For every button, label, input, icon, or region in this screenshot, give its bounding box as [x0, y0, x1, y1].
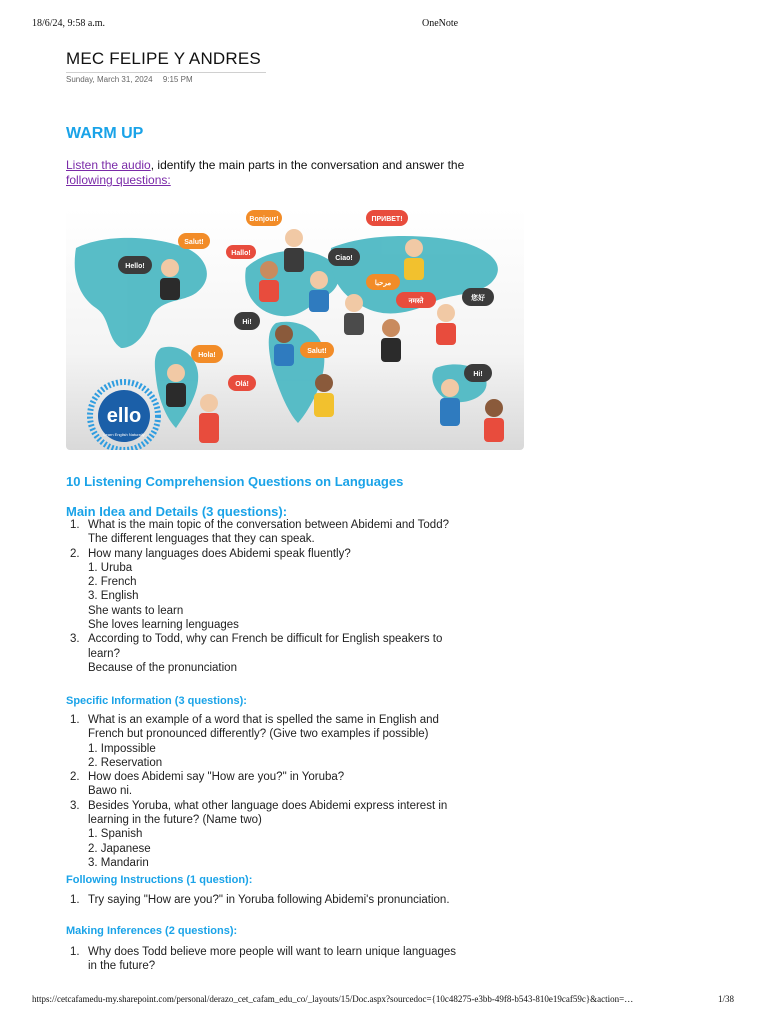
- following-instructions-list: [66, 893, 466, 907]
- making-inferences-heading: Making Inferences (2 questions):: [66, 925, 238, 937]
- warmup-instructions: [66, 158, 486, 188]
- list-item: 3. According to Todd, why can French be difficult for English speakers to learn? Because of the pronunciation: [70, 633, 443, 674]
- listen-audio-link[interactable]: Listen the audio: [66, 158, 151, 172]
- questions-title: 10 Listening Comprehension Questions on Languages: [66, 474, 404, 489]
- list-item: 1. Try saying "How are you?" in Yoruba following Abidemi's pronunciation.: [70, 894, 450, 906]
- specific-info-list: [66, 713, 466, 870]
- svg-text:Hallo!: Hallo!: [231, 250, 251, 257]
- print-datetime: 18/6/24, 9:58 a.m.: [32, 18, 106, 29]
- main-idea-list: [66, 518, 466, 675]
- svg-text:ello: ello: [106, 405, 142, 427]
- making-inferences-list: [66, 945, 466, 974]
- svg-text:Olá!: Olá!: [235, 381, 249, 388]
- svg-text:Hi!: Hi!: [242, 319, 252, 326]
- svg-text:Hola!: Hola!: [198, 352, 216, 359]
- main-idea-heading: Main Idea and Details (3 questions):: [66, 504, 288, 519]
- svg-text:Salut!: Salut!: [184, 239, 204, 246]
- list-item: 1. What is an example of a word that is spelled the same in English and French but pronounced differently? (Give two examples if possible) 1. Impossible 2. Reservation: [70, 714, 439, 769]
- list-item: 2. How many languages does Abidemi speak fluently? 1. Uruba 2. French 3. English She wants to learn She loves learning lenguages: [70, 547, 351, 632]
- print-app-name: OneNote: [422, 18, 459, 29]
- svg-text:Bonjour!: Bonjour!: [249, 216, 279, 223]
- warmup-heading: WARM UP: [66, 125, 144, 142]
- page-meta: [66, 75, 201, 84]
- specific-info-heading: Specific Information (3 questions):: [66, 695, 247, 707]
- list-item: 1. What is the main topic of the conversation between Abidemi and Todd? The different lenguages that they can speak.: [70, 519, 449, 546]
- page-time: 9:15 PM: [162, 75, 193, 84]
- svg-text:नमस्ते: नमस्ते: [408, 298, 424, 305]
- svg-text:Learn English Naturally: Learn English Naturally: [103, 432, 145, 437]
- list-item: 3. Besides Yoruba, what other language does Abidemi express interest in learning in the future? (Name two) 1. Spanish 2. Japanese 3. Mandarin: [70, 799, 448, 869]
- page-date: Sunday, March 31, 2024: [66, 75, 153, 84]
- svg-text:您好: 您好: [471, 295, 485, 302]
- list-item: 2. How does Abidemi say "How are you?" in Yoruba? Bawo ni.: [70, 771, 345, 798]
- warmup-text: , identify the main parts in the conversation and answer the: [150, 158, 465, 172]
- languages-world-map-image: [66, 208, 524, 450]
- following-questions-link[interactable]: following questions:: [66, 173, 171, 187]
- print-url: https://cetcafamedu-my.sharepoint.com/personal/derazo_cet_cafam_edu_co/_layouts/15/Doc.aspx?sourcedoc={10c48275-e3bb-49f8-b543-810e19caf59c}&action=…: [32, 994, 634, 1004]
- svg-text:Hello!: Hello!: [125, 263, 145, 270]
- svg-text:Ciao!: Ciao!: [335, 255, 353, 262]
- list-item: 1. Why does Todd believe more people will want to learn unique languages in the future?: [70, 946, 457, 973]
- following-instructions-heading: Following Instructions (1 question):: [66, 874, 253, 886]
- page-title[interactable]: MEC FELIPE Y ANDRES: [66, 49, 266, 73]
- print-page-number: 1/38: [718, 994, 735, 1004]
- svg-text:Hi!: Hi!: [473, 371, 483, 378]
- svg-text:Salut!: Salut!: [307, 348, 327, 355]
- svg-text:مرحبا: مرحبا: [374, 280, 392, 287]
- svg-text:ПРИВЕТ!: ПРИВЕТ!: [371, 216, 403, 223]
